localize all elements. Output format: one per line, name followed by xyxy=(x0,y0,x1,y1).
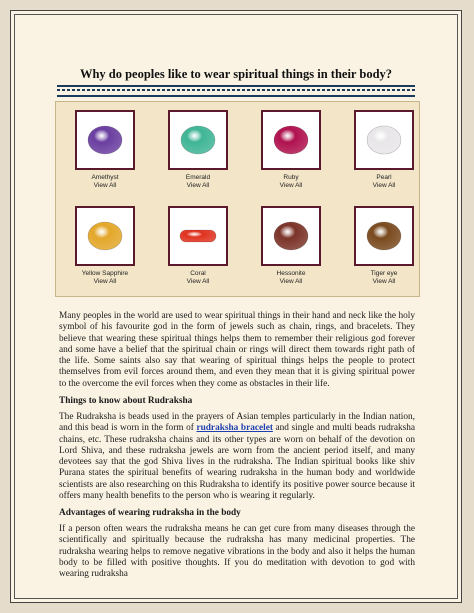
gemstone-icon xyxy=(83,118,127,162)
gem-tile-hessonite[interactable] xyxy=(250,206,332,286)
gemstone-icon xyxy=(362,118,406,162)
gem-tile-ruby[interactable] xyxy=(250,110,332,190)
gem-tile-tiger-eye[interactable] xyxy=(343,206,425,286)
view-all-link[interactable]: View All xyxy=(93,182,117,189)
gemstone-icon xyxy=(269,214,313,258)
gem-image[interactable] xyxy=(75,206,135,266)
gem-name-label: Hessonite xyxy=(276,270,306,277)
gem-tile-yellow-sapphire[interactable] xyxy=(64,206,146,286)
gem-name-label: Tiger eye xyxy=(370,270,398,277)
view-all-link[interactable]: View All xyxy=(372,182,396,189)
title-underline-rule xyxy=(57,85,415,97)
gemstone-icon xyxy=(362,214,406,258)
gemstone-icon xyxy=(176,118,220,162)
gem-image[interactable] xyxy=(354,206,414,266)
gem-tile-amethyst[interactable] xyxy=(64,110,146,190)
view-all-link[interactable]: View All xyxy=(186,182,210,189)
gemstone-icon xyxy=(269,118,313,162)
rudraksha-paragraph-end: and single and multi beads rudraksha chains, etc. These rudraksha chains and its other types are worn on behalf of the devotion on Lord Shiva, and these rudraksha jewels are worn from the ancient period itself, and many devotees say that the god Shiva lives in the rudraksha. The Indian spiritual books like shiv Purana states the spiritual benefits of wearing rudraksha in the human body and worldwide scientists are also researching on this Rudraksha to identify its positive power source because it offers many health benefits to the person who is wearing it regularly. xyxy=(59,423,415,502)
view-all-link[interactable]: View All xyxy=(279,278,303,285)
gem-image[interactable] xyxy=(168,110,228,170)
gem-image[interactable] xyxy=(261,110,321,170)
page-title: Why do peoples like to wear spiritual things in their body? xyxy=(79,67,393,81)
gemstone-icon xyxy=(83,214,127,258)
gemstone-icon xyxy=(176,214,220,258)
rudraksha-heading: Things to know about Rudraksha xyxy=(59,396,193,406)
rudraksha-paragraph-start: The Rudraksha is beads used in the prayers of Asian temples particularly in the Indian nation, and this bead is worn in the form of xyxy=(59,412,415,434)
intro-paragraph: Many peoples in the world are used to wear spiritual things in their hand and neck like the holy symbol of his favourite god in the form of jewels such as chain, rings, and bracelets. They believe that wearing these spiritual things helps them to remember their religious god forever and some have a belief that the spiritual chain or rings will direct them towards right path of the life. Some saints also say that wearing of spiritual things helps the people to protect themselves from evil forces around them, and even they mean that it is giving spiritual power to the overcome the evil forces when they come as obstacles in their life. xyxy=(59,311,415,389)
rudraksha-paragraph xyxy=(59,412,415,502)
gem-tile-emerald[interactable] xyxy=(157,110,239,190)
document-page xyxy=(14,14,458,599)
gem-name-label: Amethyst xyxy=(91,174,119,181)
gem-name-label: Yellow Sapphire xyxy=(81,270,129,277)
gem-image[interactable] xyxy=(354,110,414,170)
gemstone-panel xyxy=(55,101,420,297)
gem-name-label: Emerald xyxy=(185,174,211,181)
view-all-link[interactable]: View All xyxy=(93,278,117,285)
gem-name-label: Pearl xyxy=(376,174,392,181)
gem-image[interactable] xyxy=(75,110,135,170)
view-all-link[interactable]: View All xyxy=(186,278,210,285)
advantages-paragraph: If a person often wears the rudraksha means he can get cure from many diseases through the scientifically and spiritually because the rudraksha has many medicinal properties. The rudraksha wearing helps to remove negative vibrations in the body and also it helps the human body to be filled with positive thoughts. If you do meditation with devotion to god with wearing rudraksha xyxy=(59,524,415,580)
rudraksha-bracelet-link[interactable]: rudraksha bracelet xyxy=(196,423,273,434)
advantages-heading: Advantages of wearing rudraksha in the body xyxy=(59,508,241,518)
view-all-link[interactable]: View All xyxy=(372,278,396,285)
gem-name-label: Coral xyxy=(190,270,206,277)
gem-name-label: Ruby xyxy=(283,174,299,181)
gem-image[interactable] xyxy=(261,206,321,266)
gem-tile-pearl[interactable] xyxy=(343,110,425,190)
view-all-link[interactable]: View All xyxy=(279,182,303,189)
gem-image[interactable] xyxy=(168,206,228,266)
gem-tile-coral[interactable] xyxy=(157,206,239,286)
